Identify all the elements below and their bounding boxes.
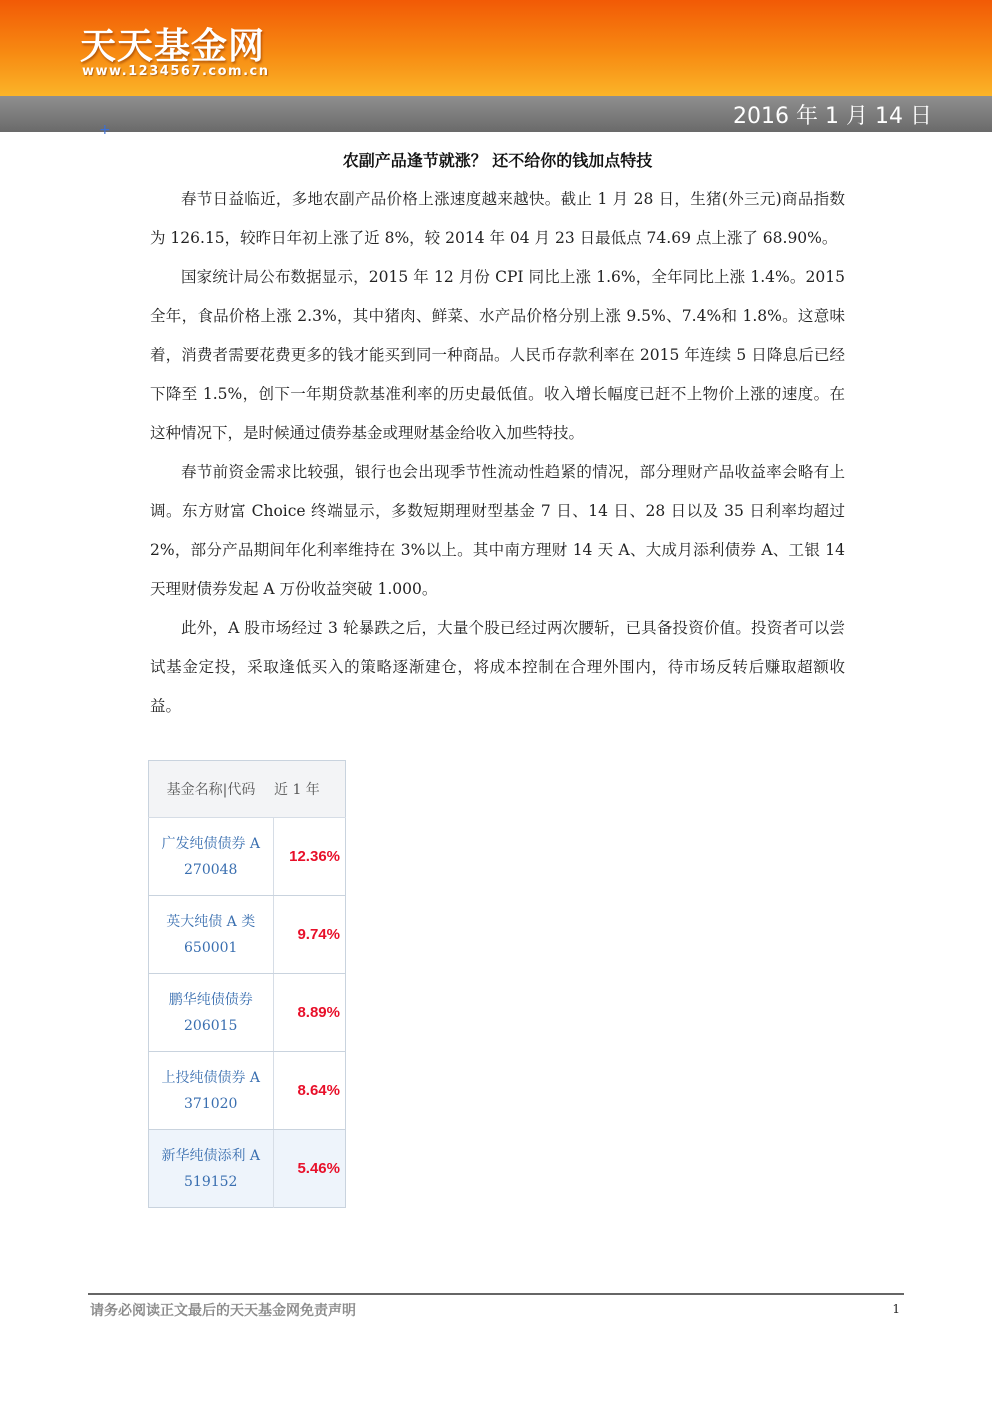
fund-code-link[interactable]: 650001 bbox=[184, 939, 238, 956]
table-row bbox=[149, 896, 346, 974]
site-logo[interactable]: 天天基金网 bbox=[80, 26, 266, 67]
fund-code-link[interactable]: 270048 bbox=[184, 861, 238, 878]
plus-icon: + bbox=[99, 122, 111, 138]
fund-return: 8.89% bbox=[273, 974, 346, 1052]
fund-return: 9.74% bbox=[273, 896, 346, 974]
fund-return: 12.36% bbox=[273, 818, 346, 896]
footer-divider bbox=[88, 1293, 904, 1295]
fund-return: 5.46% bbox=[273, 1130, 346, 1208]
fund-code-link[interactable]: 371020 bbox=[184, 1095, 238, 1112]
article-paragraph: 此外，A 股市场经过 3 轮暴跌之后，大量个股已经过两次腰斩，已具备投资价值。投资者可以尝试基金定投，采取逢低买入的策略逐渐建仓，将成本控制在合理外围内，待市场反转后赚取超额收益。 bbox=[150, 619, 845, 715]
fund-code-link[interactable]: 519152 bbox=[184, 1173, 238, 1190]
fund-name-cell[interactable] bbox=[149, 896, 274, 974]
header-one-year: 近 1 年 bbox=[273, 761, 346, 818]
fund-name-cell[interactable] bbox=[149, 1130, 274, 1208]
fund-return: 8.64% bbox=[273, 1052, 346, 1130]
article-title: 农副产品逢节就涨？ 还不给你的钱加点特技 bbox=[342, 151, 653, 170]
fund-name-link[interactable]: 上投纯债债券 A bbox=[161, 1069, 261, 1086]
article-paragraph: 春节前资金需求比较强，银行也会出现季节性流动性趋紧的情况，部分理财产品收益率会略有上调。东方财富 Choice 终端显示，多数短期理财型基金 7 日、14 日、28 日以及 35 日利率均超过 2%，部分产品期间年化利率维持在 3%以上。其中南方理财 14 天 A、大成月添利债券 A、工银 14 天理财债券发起 A 万份收益突破 1.000。 bbox=[150, 463, 845, 598]
fund-name-link[interactable]: 新华纯债添利 A bbox=[161, 1147, 261, 1164]
table-header-row bbox=[149, 761, 346, 818]
fund-name-link[interactable]: 鹏华纯债债券 bbox=[168, 991, 253, 1008]
header-fund-name: 基金名称|代码 bbox=[149, 761, 274, 818]
table-row bbox=[149, 974, 346, 1052]
footer-disclaimer: 请务必阅读正文最后的天天基金网免责声明 bbox=[90, 1303, 356, 1319]
fund-name-link[interactable]: 广发纯债债券 A bbox=[161, 835, 261, 852]
fund-name-cell[interactable] bbox=[149, 1052, 274, 1130]
page-number: 1 bbox=[892, 1302, 900, 1316]
table-row bbox=[149, 818, 346, 896]
site-url: www.1234567.com.cn bbox=[82, 64, 270, 79]
fund-code-link[interactable]: 206015 bbox=[184, 1017, 238, 1034]
fund-name-cell[interactable] bbox=[149, 818, 274, 896]
article-paragraph: 国家统计局公布数据显示，2015 年 12 月份 CPI 同比上涨 1.6%，全年同比上涨 1.4%。2015 全年，食品价格上涨 2.3%，其中猪肉、鲜菜、水产品价格分别上涨 9.5%、7.4%和 1.8%。这意味着，消费者需要花费更多的钱才能买到同一种商品。人民币存款利率在 2015 年连续 5 日降息后已经下降至 1.5%，创下一年期贷款基准利率的历史最低值。收入增长幅度已赶不上物价上涨的速度。在这种情况下，是时候通过债券基金或理财基金给收入加些特技。 bbox=[150, 268, 845, 442]
table-row bbox=[149, 1130, 346, 1208]
article-body bbox=[150, 180, 845, 726]
fund-table bbox=[148, 760, 346, 1208]
article-paragraph: 春节日益临近，多地农副产品价格上涨速度越来越快。截止 1 月 28 日，生猪(外三元)商品指数为 126.15，较昨日年初上涨了近 8%，较 2014 年 04 月 23 日最低点 74.69 点上涨了 68.90%。 bbox=[150, 190, 845, 247]
fund-name-cell[interactable] bbox=[149, 974, 274, 1052]
table-row bbox=[149, 1052, 346, 1130]
report-date: 2016 年 1 月 14 日 bbox=[733, 104, 932, 129]
fund-name-link[interactable]: 英大纯债 A 类 bbox=[166, 913, 256, 930]
